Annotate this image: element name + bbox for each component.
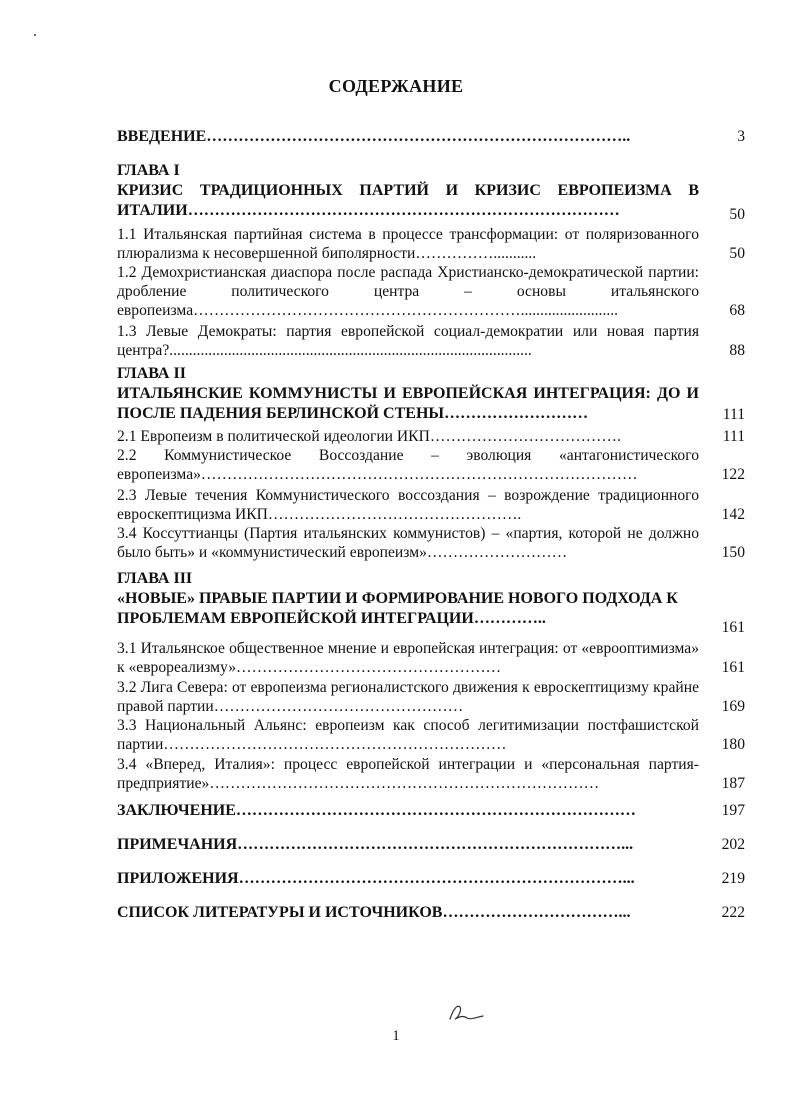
chapter-2-label: ГЛАВА II	[117, 365, 186, 382]
toc-item-text: 3.4 Коссуттианцы (Партия итальянских коммунистов) – «партия, которой не должно было быть» и «коммунистический европеизм»………………………	[117, 525, 699, 561]
toc-item-2-1[interactable]	[117, 427, 745, 446]
toc-item-page: 169	[721, 698, 745, 715]
scan-speck	[34, 34, 36, 36]
toc-item-2-2[interactable]	[117, 446, 745, 484]
toc-item-text: 3.4 «Вперед, Италия»: процесс европейской интеграции и «персональная партия-предприятие»…………………………………………………………………	[117, 756, 699, 792]
toc-bibliography-page: 222	[721, 904, 745, 921]
toc-item-2-3[interactable]	[117, 486, 745, 524]
toc-item-page: 161	[721, 659, 745, 676]
chapter-2-page: 111	[722, 406, 745, 423]
toc-item-page: 150	[721, 544, 745, 561]
toc-item-text: 3.1 Итальянское общественное мнение и европейская интеграция: от «еврооптимизма» к «евpoреализму»……………………………………………	[117, 640, 699, 676]
toc-bibliography[interactable]	[117, 903, 745, 922]
toc-item-page: 88	[729, 342, 745, 359]
toc-intro-text: ВВЕДЕНИЕ……………………………………………………………………..	[117, 128, 631, 145]
toc-conclusion[interactable]	[117, 801, 745, 820]
chapter-3-title: «НОВЫЕ» ПРАВЫЕ ПАРТИИ И ФОРМИРОВАНИЕ НОВОГО ПОДХОДА К ПРОБЛЕМАМ ЕВРОПЕЙСКОЙ ИНТЕГРАЦИИ…………..	[117, 590, 678, 627]
chapter-3-page: 161	[721, 619, 745, 636]
toc-item-3-1[interactable]	[117, 639, 745, 677]
page-number: 1	[392, 1028, 400, 1044]
toc-item-page: 180	[721, 736, 745, 753]
toc-item-page: 50	[729, 245, 745, 262]
toc-intro-page: 3	[737, 128, 745, 145]
toc-appendix[interactable]	[117, 869, 745, 888]
toc-notes-page: 202	[721, 836, 745, 853]
toc-chapter-3-title[interactable]	[117, 589, 745, 636]
toc-item-3-2[interactable]	[117, 678, 745, 716]
chapter-1-page: 50	[729, 206, 745, 223]
toc-conclusion-text: ЗАКЛЮЧЕНИЕ…………………………………………………………………	[117, 802, 636, 819]
toc-item-page: 111	[722, 428, 745, 445]
toc-item-text: 1.2 Демохристианская диаспора после распада Христианско-демократической партии: дробление политического центра – основы итальянского европеизма……………………………………………………….........................	[117, 264, 699, 319]
toc-item-1-3[interactable]	[117, 322, 745, 360]
toc-notes-text: ПРИМЕЧАНИЯ………………………………………………………………...	[117, 836, 634, 853]
toc-item-text: 3.2 Лига Севера: от европеизма регионалистского движения к евроскептицизму крайне правой партии…………………………………………	[117, 679, 699, 715]
toc-item-text: 2.2 Коммунистическое Воссоздание – эволюция «антагонистического европеизма»…………………………………………………………………………	[117, 447, 699, 483]
chapter-2-title: ИТАЛЬЯНСКИЕ КОММУНИСТЫ И ЕВРОПЕЙСКАЯ ИНТЕГРАЦИЯ: ДО И ПОСЛЕ ПАДЕНИЯ БЕРЛИНСКОЙ СТЕНЫ………………………	[117, 385, 699, 422]
toc-item-text: 2.1 Европеизм в политической идеологии ИКП……………………………….	[117, 428, 621, 445]
toc-item-1-2[interactable]	[117, 263, 745, 320]
toc-item-text: 3.3 Национальный Альянс: европеизм как способ легитимизации постфашистской партии…………………………………………………………	[117, 717, 699, 753]
toc-notes[interactable]	[117, 835, 745, 854]
toc-item-page: 68	[729, 302, 745, 319]
chapter-3-label: ГЛАВА III	[117, 570, 193, 587]
chapter-1-title: КРИЗИС ТРАДИЦИОННЫХ ПАРТИЙ И КРИЗИС ЕВРОПЕИЗМА В ИТАЛИИ………………………………………………………………………	[117, 182, 699, 219]
toc-bibliography-text: СПИСОК ЛИТЕРАТУРЫ И ИСТОЧНИКОВ……………………………...	[117, 904, 631, 921]
toc-intro[interactable]	[117, 127, 745, 146]
signature-mark	[447, 1002, 487, 1024]
toc-item-1-1[interactable]	[117, 225, 745, 263]
toc-chapter-2-title[interactable]	[117, 384, 745, 424]
toc-item-2-4[interactable]	[117, 524, 745, 562]
toc-item-page: 142	[721, 506, 745, 523]
page-title: СОДЕРЖАНИЕ	[328, 76, 464, 96]
toc-item-text: 1.1 Итальянская партийная система в процессе трансформации: от поляризованного плюрализма к несовершенной биполярности……………...........	[117, 226, 699, 262]
toc-item-3-4[interactable]	[117, 755, 745, 793]
toc-item-text: 1.3 Левые Демократы: партия европейской социал-демократии или новая партия центра?.............................................................................................	[117, 323, 699, 359]
toc-conclusion-page: 197	[721, 802, 745, 819]
toc-item-page: 187	[721, 775, 745, 792]
toc-chapter-1-title[interactable]	[117, 181, 745, 221]
toc-appendix-page: 219	[721, 870, 745, 887]
toc-item-page: 122	[721, 466, 745, 483]
toc-item-text: 2.3 Левые течения Коммунистического воссоздания – возрождение традиционного евроскептицизма ИКП………………………………………….	[117, 487, 699, 523]
toc-item-3-3[interactable]	[117, 716, 745, 754]
toc-appendix-text: ПРИЛОЖЕНИЯ………………………………………………………………...	[117, 870, 635, 887]
chapter-1-label: ГЛАВА I	[117, 162, 180, 179]
